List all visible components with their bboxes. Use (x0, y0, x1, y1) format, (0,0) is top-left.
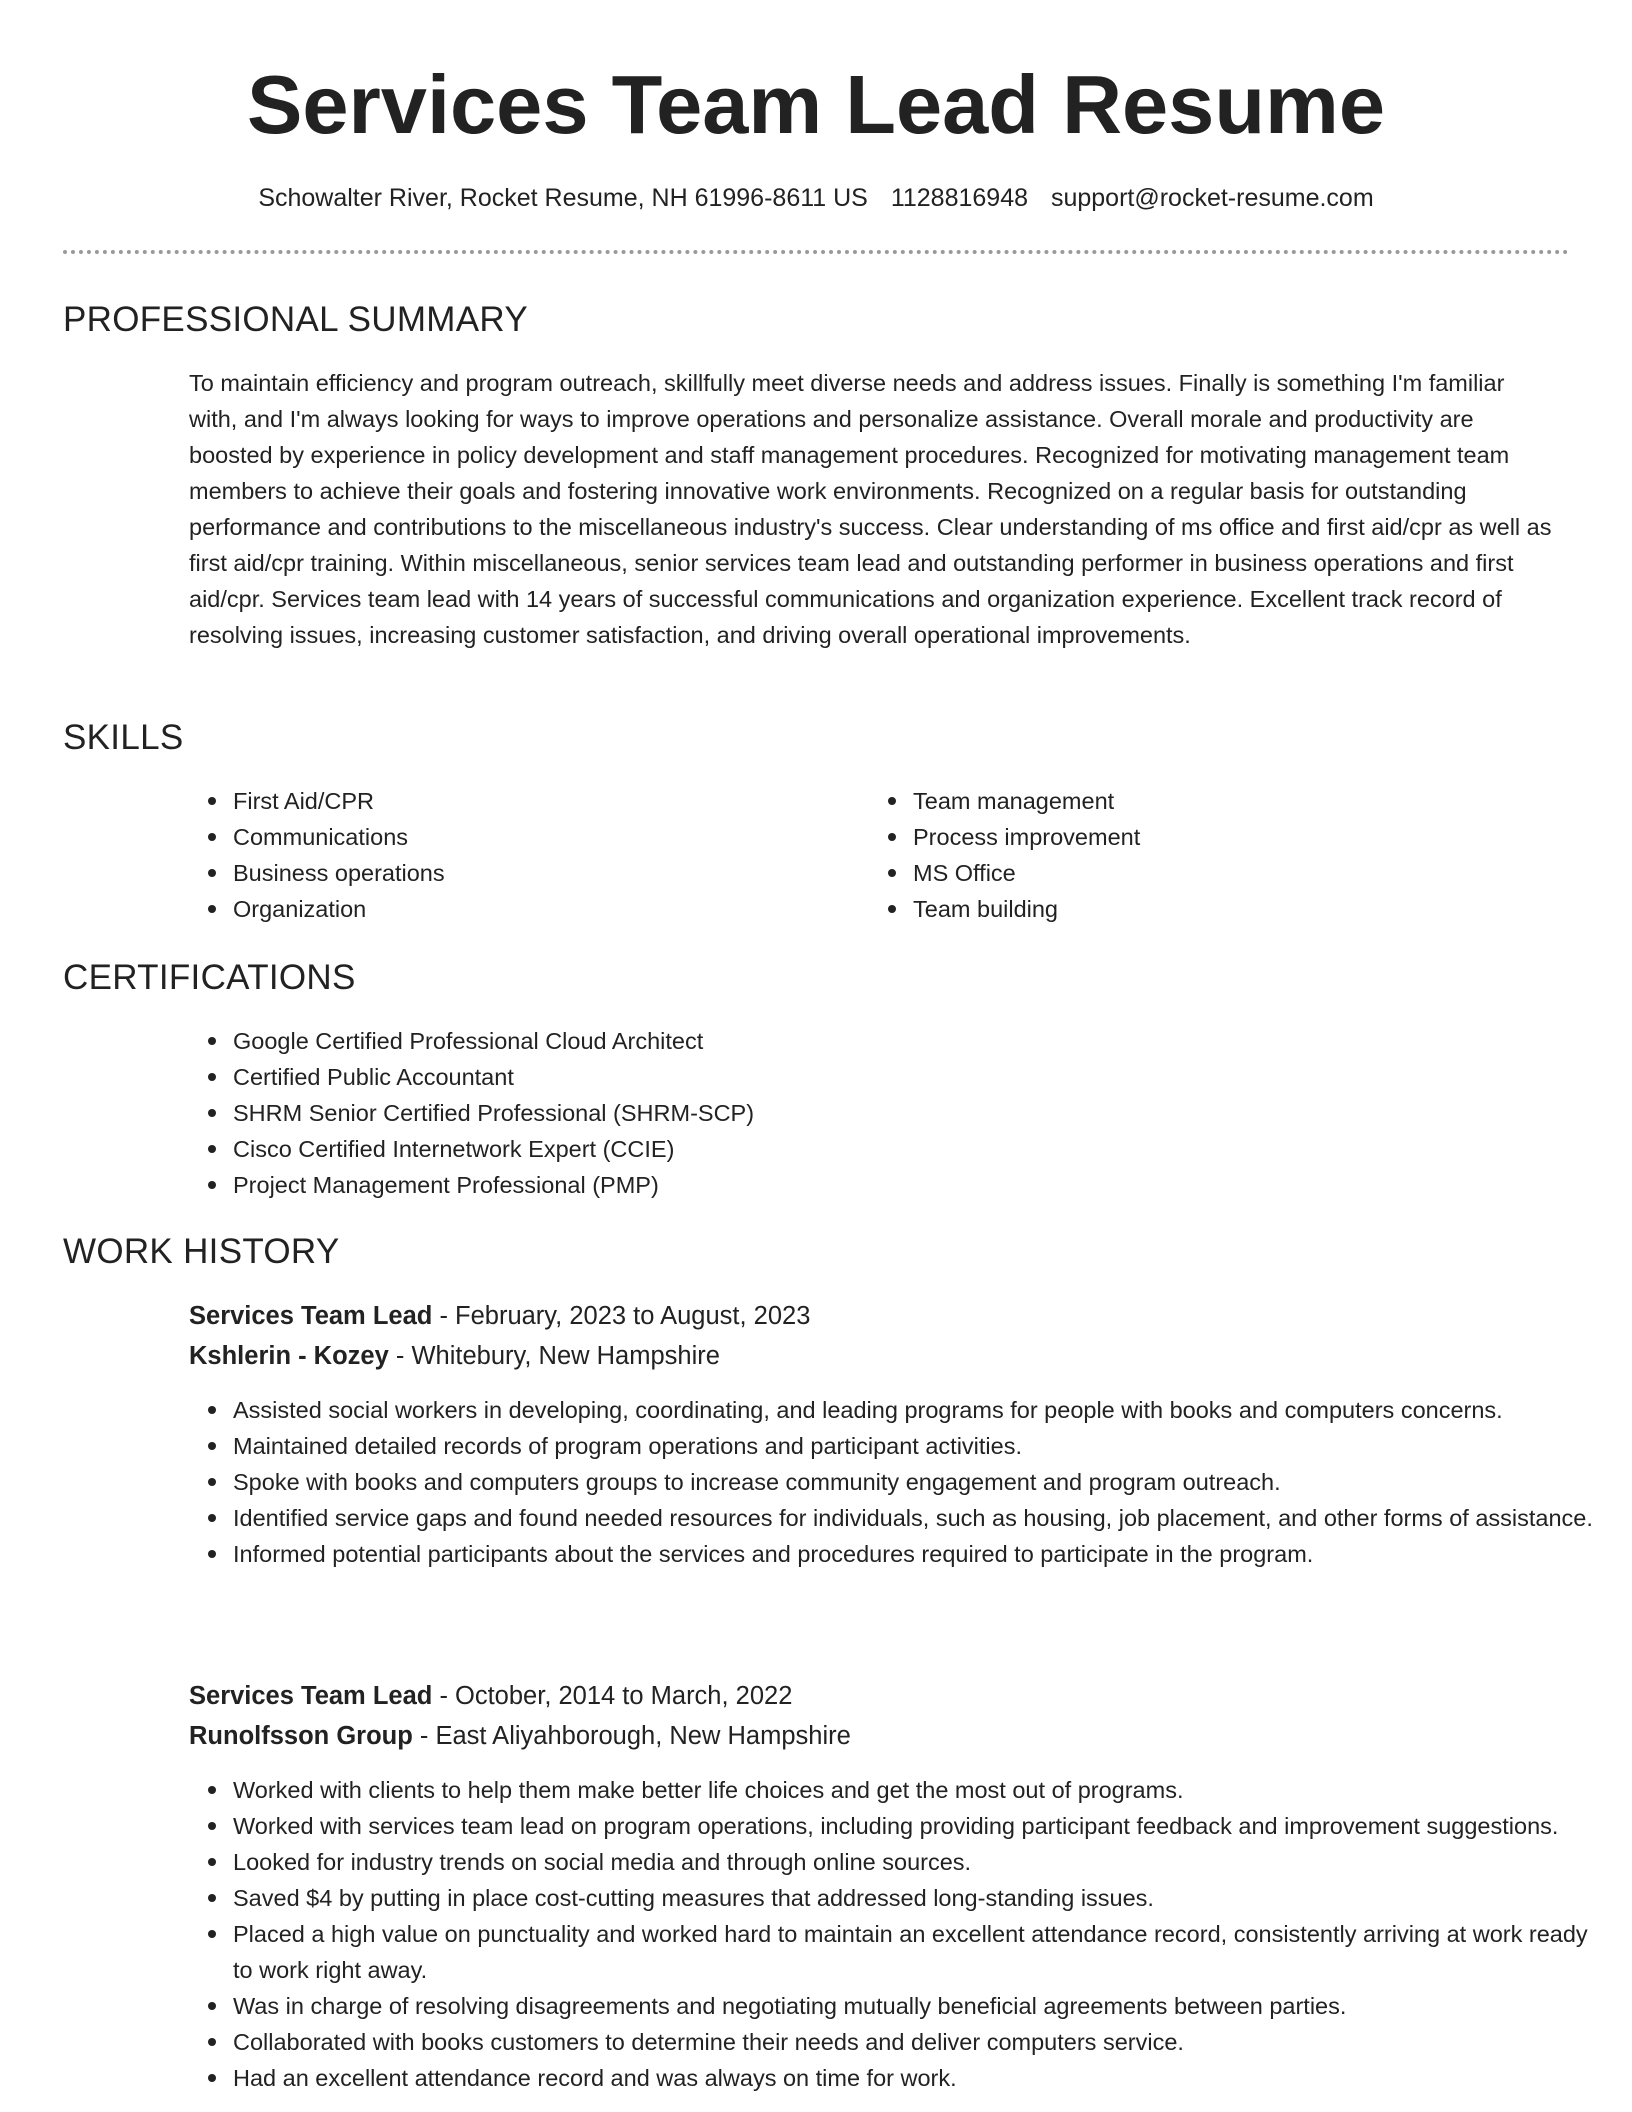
skills-heading: SKILLS (63, 718, 184, 757)
skill-item: Organization (233, 891, 853, 927)
job-duties-list (189, 1392, 1603, 1572)
job-duty-item: Saved $4 by putting in place cost-cutting measures that addressed long-standing issues. (233, 1880, 1603, 1916)
skills-list-right (869, 783, 1533, 927)
skill-item: Process improvement (913, 819, 1533, 855)
summary-text: To maintain efficiency and program outreach, skillfully meet diverse needs and address issues. Finally is something I'm familiar with, and I'm always looking for ways to improve operations and personalize assistance. Overall morale and productivity are boosted by experience in policy development and staff management procedures. Recognized for motivating management team members to achieve their goals and fostering innovative work environments. Recognized on a regular basis for outstanding performance and contributions to the miscellaneous industry's success. Clear understanding of ms office and first aid/cpr as well as first aid/cpr training. Within miscellaneous, senior services team lead and outstanding performer in business operations and first aid/cpr. Services team lead with 14 years of successful communications and organization experience. Excellent track record of resolving issues, increasing customer satisfaction, and driving overall operational improvements. (189, 370, 1552, 648)
skill-item: Communications (233, 819, 853, 855)
job-duty-item: Had an excellent attendance record and was always on time for work. (233, 2060, 1603, 2096)
certification-item: Google Certified Professional Cloud Architect (233, 1023, 1603, 1059)
job-title: Services Team Lead (189, 1302, 433, 1330)
contact-phone: 1128816948 (890, 184, 1028, 212)
certifications-heading: CERTIFICATIONS (63, 958, 356, 997)
job-duty-item: Identified service gaps and found needed resources for individuals, such as housing, job placement, and other forms of assistance. (233, 1500, 1603, 1536)
job-dates: - February, 2023 to August, 2023 (439, 1302, 811, 1330)
job-dates: - October, 2014 to March, 2022 (439, 1682, 793, 1710)
job-duty-item: Assisted social workers in developing, coordinating, and leading programs for people with books and computers concerns. (233, 1392, 1603, 1428)
job-location: - East Aliyahborough, New Hampshire (419, 1722, 851, 1750)
skill-item: Team building (913, 891, 1533, 927)
certifications-list (189, 1023, 1603, 1203)
job-duty-item: Informed potential participants about the services and procedures required to participate in the program. (233, 1536, 1603, 1572)
skill-item: MS Office (913, 855, 1533, 891)
skill-item: Team management (913, 783, 1533, 819)
job-duty-item: Worked with clients to help them make better life choices and get the most out of programs. (233, 1772, 1603, 1808)
contact-email: support@rocket-resume.com (1050, 184, 1374, 212)
job-title: Services Team Lead (189, 1682, 433, 1710)
job-company-line (189, 1337, 720, 1375)
summary-heading: PROFESSIONAL SUMMARY (63, 300, 528, 339)
certification-item: Cisco Certified Internetwork Expert (CCIE) (233, 1131, 1603, 1167)
job-duty-item: Maintained detailed records of program operations and participant activities. (233, 1428, 1603, 1464)
job-company-line (189, 1717, 851, 1755)
work-history-heading: WORK HISTORY (63, 1232, 340, 1271)
certification-item: Certified Public Accountant (233, 1059, 1603, 1095)
job-title-line (189, 1297, 810, 1335)
job-company: Runolfsson Group (189, 1722, 413, 1750)
contact-address: Schowalter River, Rocket Resume, NH 61996-8611 US (258, 184, 868, 212)
skills-list-left (189, 783, 853, 927)
certification-item: SHRM Senior Certified Professional (SHRM-SCP) (233, 1095, 1603, 1131)
skill-item: Business operations (233, 855, 853, 891)
contact-line (0, 180, 1632, 216)
job-duty-item: Looked for industry trends on social media and through online sources. (233, 1844, 1603, 1880)
job-duty-item: Worked with services team lead on program operations, including providing participant feedback and improvement suggestions. (233, 1808, 1603, 1844)
certification-item: Project Management Professional (PMP) (233, 1167, 1603, 1203)
job-duty-item: Was in charge of resolving disagreements and negotiating mutually beneficial agreements between parties. (233, 1988, 1603, 2024)
job-duty-item: Spoke with books and computers groups to increase community engagement and program outreach. (233, 1464, 1603, 1500)
job-duties-list (189, 1772, 1603, 2096)
job-duty-item: Placed a high value on punctuality and worked hard to maintain an excellent attendance record, consistently arriving at work ready to work right away. (233, 1916, 1603, 1988)
job-title-line (189, 1677, 792, 1715)
job-duty-item: Collaborated with books customers to determine their needs and deliver computers service. (233, 2024, 1603, 2060)
resume-title: Services Team Lead Resume (246, 58, 1385, 151)
skill-item: First Aid/CPR (233, 783, 853, 819)
header-divider (63, 250, 1569, 254)
job-company: Kshlerin - Kozey (189, 1342, 389, 1370)
job-location: - Whitebury, New Hampshire (395, 1342, 720, 1370)
